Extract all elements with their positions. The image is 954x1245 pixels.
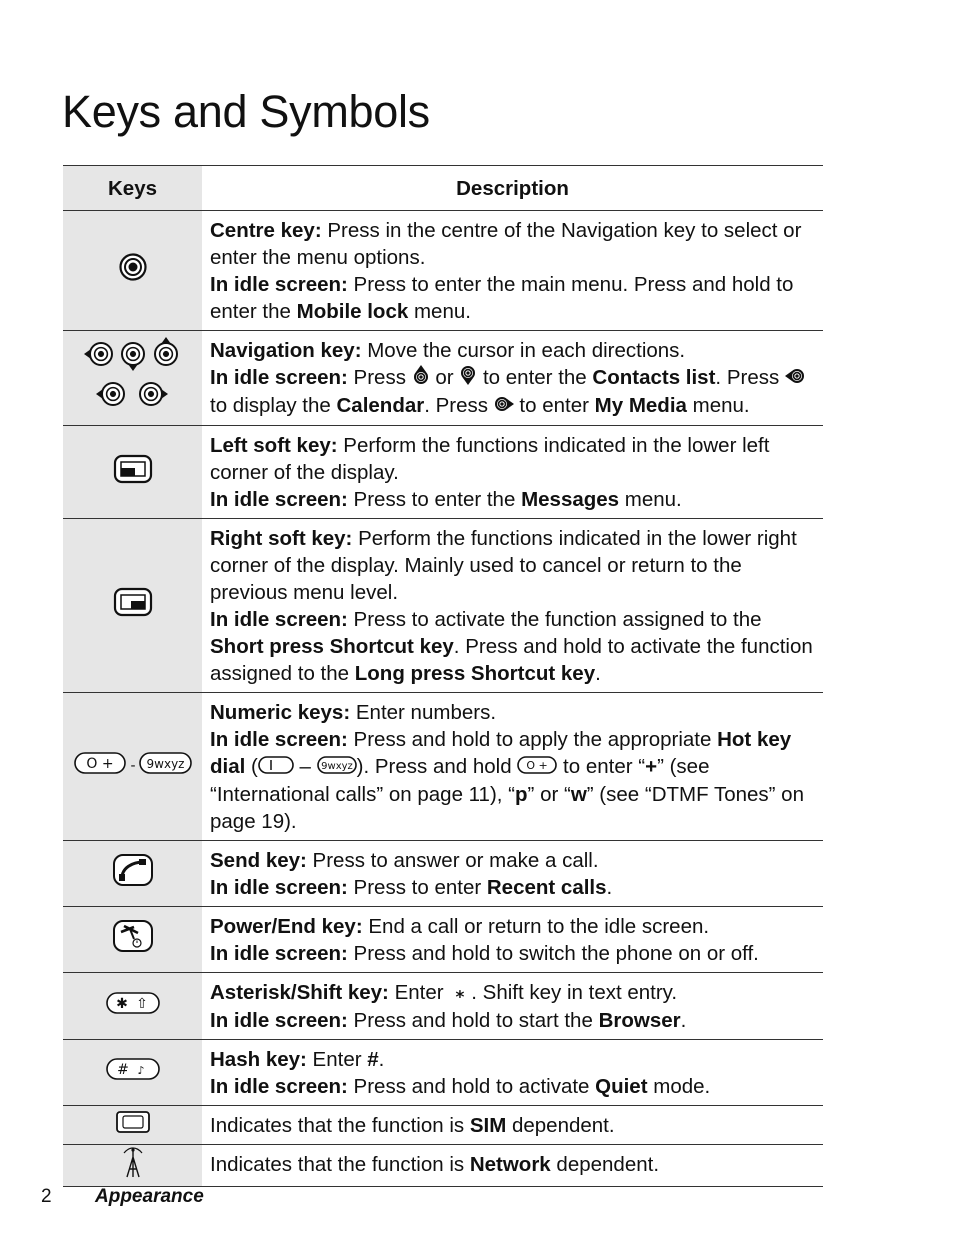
bold-term: In idle screen: (210, 942, 348, 966)
description-text: menu. (619, 488, 682, 512)
bold-term: Hot key dial (210, 728, 792, 779)
bold-term: SIM (469, 1114, 507, 1138)
description-text: Move the cursor in each directions. (361, 339, 686, 362)
description-text: Press to enter the main menu. Press and hold to enter the (210, 273, 794, 323)
description-line (210, 874, 819, 901)
description-text: to enter “ (557, 755, 646, 779)
description-cell (202, 211, 823, 331)
description-text: End a call or return to the idle screen. (362, 915, 710, 939)
bold-term: In idle screen: (210, 273, 348, 296)
key-cell (63, 1106, 202, 1145)
description-cell (202, 1040, 823, 1106)
key-1-icon (258, 754, 294, 781)
description-text: ” (see “International calls” on page 11), “ (210, 755, 710, 807)
description-cell (202, 426, 823, 519)
description-text: ” or “ (527, 783, 571, 807)
description-text: Indicates that the function is (210, 1114, 470, 1138)
key-cell (63, 211, 202, 331)
key-cell (63, 331, 202, 426)
description-line (210, 525, 819, 606)
svg-text:✱: ✱ (115, 995, 128, 1012)
page-number: 2 (41, 1186, 52, 1207)
bold-term: Short press Shortcut key (210, 635, 454, 659)
table-row (63, 841, 823, 907)
description-text: . Shift key in text entry. (471, 981, 678, 1005)
bold-term: w (570, 783, 587, 807)
description-text: . (378, 1048, 385, 1072)
description-text: Press and hold to activate (347, 1075, 596, 1099)
description-text: . (680, 1009, 687, 1033)
asterisk-shift-key-icon (106, 992, 160, 1021)
key-cell (63, 693, 202, 841)
description-text: Enter numbers. (350, 701, 497, 725)
bold-term: Recent calls (486, 876, 607, 900)
power-end-key-icon (112, 919, 154, 960)
key-cell (63, 519, 202, 693)
bold-term: Calendar (336, 394, 425, 418)
description-line (210, 1151, 819, 1178)
table-row (63, 1145, 823, 1187)
description-line (210, 1007, 819, 1034)
description-line (210, 364, 819, 420)
description-text: Press and hold to start the (347, 1009, 599, 1033)
description-text: menu. (686, 394, 750, 418)
description-text: ( (245, 755, 258, 779)
description-text: to enter the (477, 366, 593, 389)
nav-right-icon (494, 393, 514, 420)
bold-term: Contacts list (592, 366, 716, 389)
bold-term: # (367, 1048, 379, 1072)
description-line (210, 486, 819, 513)
description-text: Indicates that the function is (210, 1153, 470, 1177)
description-text: menu. (408, 300, 471, 323)
description-text: . (595, 662, 601, 686)
description-text: to enter (513, 394, 595, 418)
table-row (63, 693, 823, 841)
send-key-icon (112, 853, 154, 894)
key-cell (63, 841, 202, 907)
bold-term: Right soft key: (210, 527, 353, 551)
description-text: . Press (715, 366, 785, 389)
description-text: Enter (306, 1048, 368, 1072)
description-cell (202, 973, 823, 1040)
centre-key-icon (118, 252, 148, 289)
key-cell (63, 426, 202, 519)
sim-card-icon (114, 1110, 152, 1141)
table-row (63, 973, 823, 1040)
description-text: . (606, 876, 613, 900)
description-text: Perform the functions indicated in the lower right corner of the display. Mainly used to cancel or return to the previous menu level. (210, 527, 797, 605)
asterisk-icon (449, 980, 471, 1007)
keys-column-header: Keys (63, 166, 202, 211)
description-cell (202, 519, 823, 693)
description-line (210, 432, 819, 486)
bold-term: In idle screen: (210, 728, 348, 752)
bold-term: Navigation key: (210, 339, 362, 362)
section-name: Appearance (95, 1186, 204, 1207)
svg-text:O +: O + (85, 756, 114, 773)
description-cell (202, 693, 823, 841)
description-column-header: Description (202, 166, 823, 211)
hash-key-icon (106, 1058, 160, 1087)
bold-term: In idle screen: (210, 876, 348, 900)
description-cell (202, 1145, 823, 1187)
bold-term: In idle screen: (210, 1075, 348, 1099)
bold-term: Hash key: (210, 1048, 307, 1072)
bold-term: Network (469, 1153, 551, 1177)
bold-term: Numeric keys: (210, 701, 351, 725)
description-text: Press and hold to switch the phone on or off. (347, 942, 759, 966)
table-row (63, 1040, 823, 1106)
bold-term: Long press Shortcut key (354, 662, 596, 686)
bold-term: Quiet (595, 1075, 648, 1099)
description-text: dependent. (550, 1153, 660, 1177)
description-text: Enter (388, 981, 450, 1005)
table-row (63, 426, 823, 519)
description-line (210, 699, 819, 726)
description-text: . Press and hold to activate the function assigned to the (210, 635, 813, 686)
description-line (210, 847, 819, 874)
bold-term: Mobile lock (296, 300, 409, 323)
navigation-key-icons (83, 337, 183, 420)
description-text: . Press (424, 394, 494, 418)
key-9-icon (317, 754, 357, 781)
bold-term: In idle screen: (210, 1009, 348, 1033)
description-line (210, 726, 819, 835)
bold-term: p (515, 783, 528, 807)
bold-term: Left soft key: (210, 434, 338, 458)
description-text: Perform the functions indicated in the lower left corner of the display. (210, 434, 770, 485)
table-header-row (63, 166, 823, 211)
bold-term: + (645, 755, 658, 779)
description-line (210, 913, 819, 940)
description-text: or (429, 366, 460, 389)
network-antenna-icon (119, 1145, 147, 1186)
description-text: Press to answer or make a call. (306, 849, 599, 873)
keys-symbols-table (63, 165, 823, 1187)
bold-term: Send key: (210, 849, 307, 873)
description-cell (202, 331, 823, 426)
key-cell (63, 973, 202, 1040)
description-line (210, 271, 819, 325)
svg-text:#: # (116, 1062, 129, 1079)
nav-down-icon (459, 365, 477, 392)
description-text: Press to activate the function assigned to the (347, 608, 762, 632)
table-row (63, 1106, 823, 1145)
description-text: ). Press and hold (356, 755, 518, 779)
description-text: ” (see “DTMF Tones” on page 19). (210, 783, 804, 834)
description-text: dependent. (506, 1114, 615, 1138)
bold-term: In idle screen: (210, 488, 348, 512)
description-cell (202, 1106, 823, 1145)
description-text: Press to enter (347, 876, 487, 900)
table-row (63, 519, 823, 693)
description-line (210, 217, 819, 271)
description-cell (202, 841, 823, 907)
bold-term: In idle screen: (210, 366, 348, 389)
table-row (63, 907, 823, 973)
description-text: Press (347, 366, 412, 389)
numeric-keys-icon (74, 751, 192, 782)
svg-text:⁎: ⁎ (455, 983, 465, 1004)
description-line (210, 337, 819, 364)
bold-term: Asterisk/Shift key: (210, 981, 389, 1005)
key-cell (63, 1040, 202, 1106)
key-cell (63, 907, 202, 973)
bold-term: Centre key: (210, 219, 322, 242)
key-cell (63, 1145, 202, 1187)
bold-term: In idle screen: (210, 608, 348, 632)
left-soft-key-icon (113, 453, 153, 492)
table-row (63, 211, 823, 331)
key-0-icon (517, 754, 557, 781)
description-text: Press and hold to apply the appropriate (347, 728, 718, 752)
description-line (210, 979, 819, 1007)
bold-term: My Media (594, 394, 687, 418)
page-title: Keys and Symbols (62, 86, 430, 137)
svg-text:-: - (129, 758, 136, 775)
nav-up-icon (412, 365, 430, 392)
description-line (210, 1046, 819, 1073)
description-line (210, 1112, 819, 1139)
svg-text:9wxyz: 9wxyz (320, 761, 353, 773)
description-text: Press to enter the (347, 488, 522, 512)
description-text: – (293, 755, 317, 779)
bold-term: Power/End key: (210, 915, 363, 939)
description-text: to display the (210, 394, 337, 418)
description-text: Press in the centre of the Navigation key to select or enter the menu options. (210, 219, 802, 269)
description-line (210, 606, 819, 687)
right-soft-key-icon (113, 586, 153, 625)
description-line (210, 1073, 819, 1100)
description-text: mode. (647, 1075, 711, 1099)
svg-text:♪: ♪ (136, 1064, 145, 1078)
svg-text:9wxyz: 9wxyz (146, 757, 184, 772)
description-cell (202, 907, 823, 973)
svg-text:O +: O + (526, 759, 549, 773)
bold-term: Messages (521, 488, 620, 512)
svg-text:⇧: ⇧ (135, 995, 148, 1012)
bold-term: Browser (598, 1009, 681, 1033)
description-line (210, 940, 819, 967)
nav-left-icon (785, 365, 805, 392)
table-row (63, 331, 823, 426)
